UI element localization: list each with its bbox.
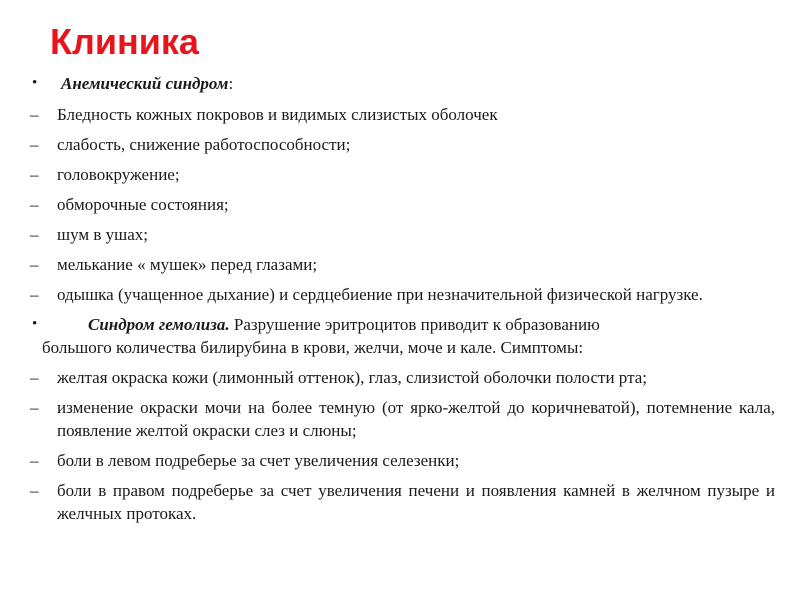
dash-icon: – — [30, 481, 39, 500]
list-item — [30, 479, 775, 525]
hemolysis-syndrome-label: Синдром гемолиза. — [88, 315, 230, 334]
list-item-text: обморочные состояния; — [57, 195, 229, 214]
list-item-text: одышка (учащенное дыхание) и сердцебиение при незначительной физической нагрузке. — [57, 285, 703, 304]
hemolysis-intro-text: Разрушение эритроцитов приводит к образованию — [233, 315, 600, 334]
anemic-syndrome-heading — [30, 72, 775, 95]
list-item — [30, 396, 775, 442]
slide-title: Клиника — [50, 21, 199, 62]
list-item-text: изменение окраски мочи на более темную (от ярко-желтой до коричневатой), потемнение кала, появление желтой окраски слез и слюны; — [57, 398, 775, 440]
anemic-syndrome-label: Анемический синдром — [61, 74, 229, 93]
list-item — [30, 253, 775, 276]
hemolysis-syndrome-heading — [30, 313, 775, 359]
list-item — [30, 283, 775, 306]
list-item-text: желтая окраска кожи (лимонный оттенок), глаз, слизистой оболочки полости рта; — [57, 368, 647, 387]
hemolysis-intro-continuation: большого количества билирубина в крови, желчи, моче и кале. Симптомы: — [42, 338, 584, 357]
dash-icon: – — [30, 165, 39, 184]
dash-icon: – — [30, 451, 39, 470]
list-item — [30, 133, 775, 156]
dash-icon: – — [30, 105, 39, 124]
bullet-icon: • — [32, 316, 38, 332]
dash-icon: – — [30, 398, 39, 417]
list-item-text: боли в левом подреберье за счет увеличения селезенки; — [57, 451, 460, 470]
dash-icon: – — [30, 225, 39, 244]
list-item — [30, 193, 775, 216]
list-item — [30, 163, 775, 186]
list-item — [30, 103, 775, 126]
list-item-text: шум в ушах; — [57, 225, 149, 244]
list-item — [30, 366, 775, 389]
list-item-text: мелькание « мушек» перед глазами; — [57, 255, 318, 274]
slide-content — [30, 72, 775, 532]
dash-icon: – — [30, 285, 39, 304]
dash-icon: – — [30, 368, 39, 387]
list-item-text: боли в правом подреберье за счет увеличения печени и появления камней в желчном пузыре и желчных протоках. — [57, 481, 775, 523]
dash-icon: – — [30, 255, 39, 274]
anemic-syndrome-suffix: : — [228, 74, 234, 93]
list-item — [30, 449, 775, 472]
dash-icon: – — [30, 135, 39, 154]
bullet-icon: • — [32, 75, 38, 91]
list-item-text: слабость, снижение работоспособности; — [57, 135, 351, 154]
dash-icon: – — [30, 195, 39, 214]
list-item-text: Бледность кожных покровов и видимых слизистых оболочек — [57, 105, 498, 124]
list-item-text: головокружение; — [57, 165, 180, 184]
list-item — [30, 223, 775, 246]
